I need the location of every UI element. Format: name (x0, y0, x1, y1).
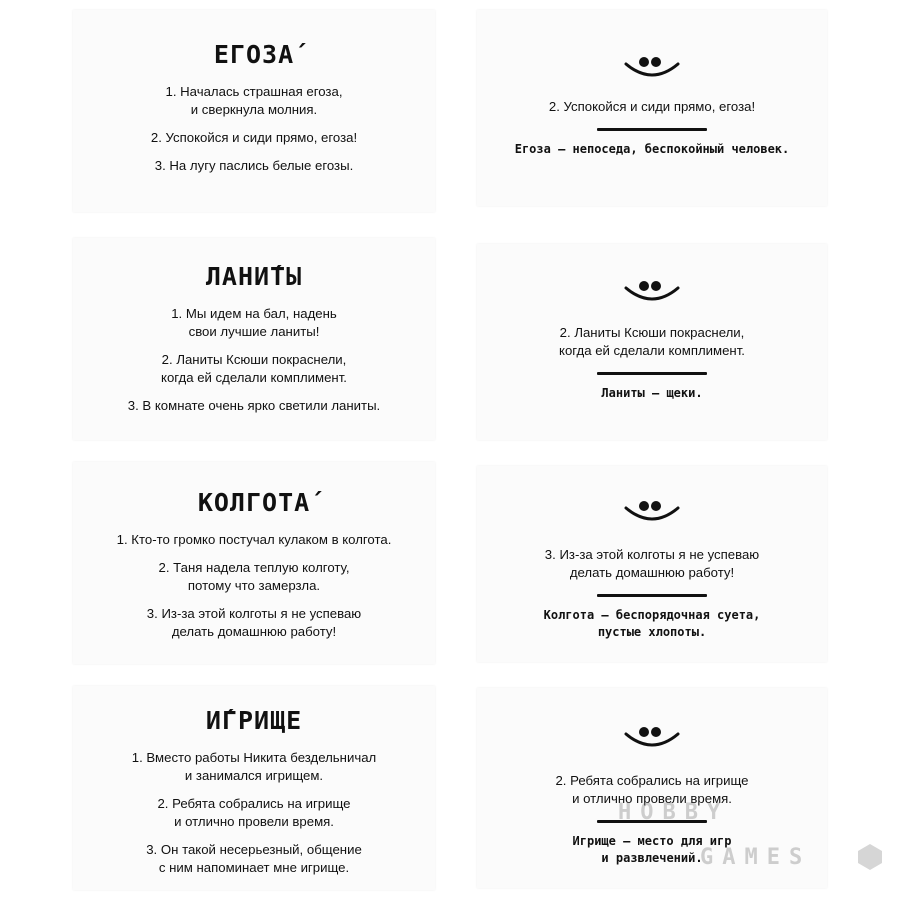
divider-line (597, 128, 707, 131)
sentence-option: 3. Он такой несерьезный, общение с ним напоминает мне игрище. (146, 842, 362, 875)
word-title: ЛАНИ́ТЫ (205, 262, 303, 291)
answer-card-2 (477, 244, 827, 440)
smiley-face-icon (620, 496, 684, 524)
hexagon-logo-icon (855, 842, 885, 872)
smiley-face-icon (620, 52, 684, 80)
correct-sentence: 2. Ребята собрались на игрище и отлично провели время. (555, 773, 749, 806)
answer-card-1 (477, 10, 827, 206)
answer-card-3 (477, 466, 827, 662)
sentence-option: 2. Успокойся и сиди прямо, егоза! (150, 130, 358, 145)
smiley-face-icon (620, 722, 684, 750)
definition: Игрище – место для игр и развлечений. (572, 834, 732, 865)
word-title: И́ГРИЩЕ (205, 706, 303, 735)
smiley-face-icon (620, 276, 684, 304)
sentence-option: 3. Из-за этой колготы я не успеваю делать домашнюю работу! (146, 606, 362, 639)
word-card-1 (73, 10, 435, 212)
correct-sentence: 2. Успокойся и сиди прямо, егоза! (548, 99, 756, 114)
sentence-option: 1. Кто-то громко постучал кулаком в колгота. (116, 532, 392, 547)
word-card-4 (73, 686, 435, 890)
word-card-2 (73, 238, 435, 440)
watermark-line-1: HOBBY (618, 800, 730, 825)
watermark-line-2: GAMES (700, 845, 812, 870)
sentence-option: 1. Вместо работы Никита бездельничал и занимался игрищем. (131, 750, 377, 783)
sentence-option: 2. Таня надела теплую колготу, потому что замерзла. (158, 560, 350, 593)
divider-line (597, 372, 707, 375)
word-title: КОЛГОТА́ (197, 488, 311, 517)
sentence-option: 2. Ланиты Ксюши покраснели, когда ей сделали комплимент. (161, 352, 347, 385)
sentence-option: 1. Началась страшная егоза, и сверкнула молния. (165, 84, 343, 117)
sentence-option: 3. На лугу паслись белые егозы. (154, 158, 354, 173)
word-title: ЕГОЗА́ (213, 40, 295, 69)
definition: Ланиты – щеки. (601, 386, 703, 400)
word-card-3 (73, 462, 435, 664)
correct-sentence: 3. Из-за этой колготы я не успеваю делать домашнюю работу! (544, 547, 760, 580)
sentence-option: 3. В комнате очень ярко светили ланиты. (127, 398, 381, 413)
divider-line (597, 594, 707, 597)
definition: Колгота – беспорядочная суета, пустые хлопоты. (543, 608, 761, 639)
sentence-option: 1. Мы идем на бал, надень свои лучшие ланиты! (171, 306, 337, 339)
correct-sentence: 2. Ланиты Ксюши покраснели, когда ей сделали комплимент. (559, 325, 745, 358)
definition: Егоза – непоседа, беспокойный человек. (514, 142, 790, 156)
sentence-option: 2. Ребята собрались на игрище и отлично провели время. (157, 796, 351, 829)
